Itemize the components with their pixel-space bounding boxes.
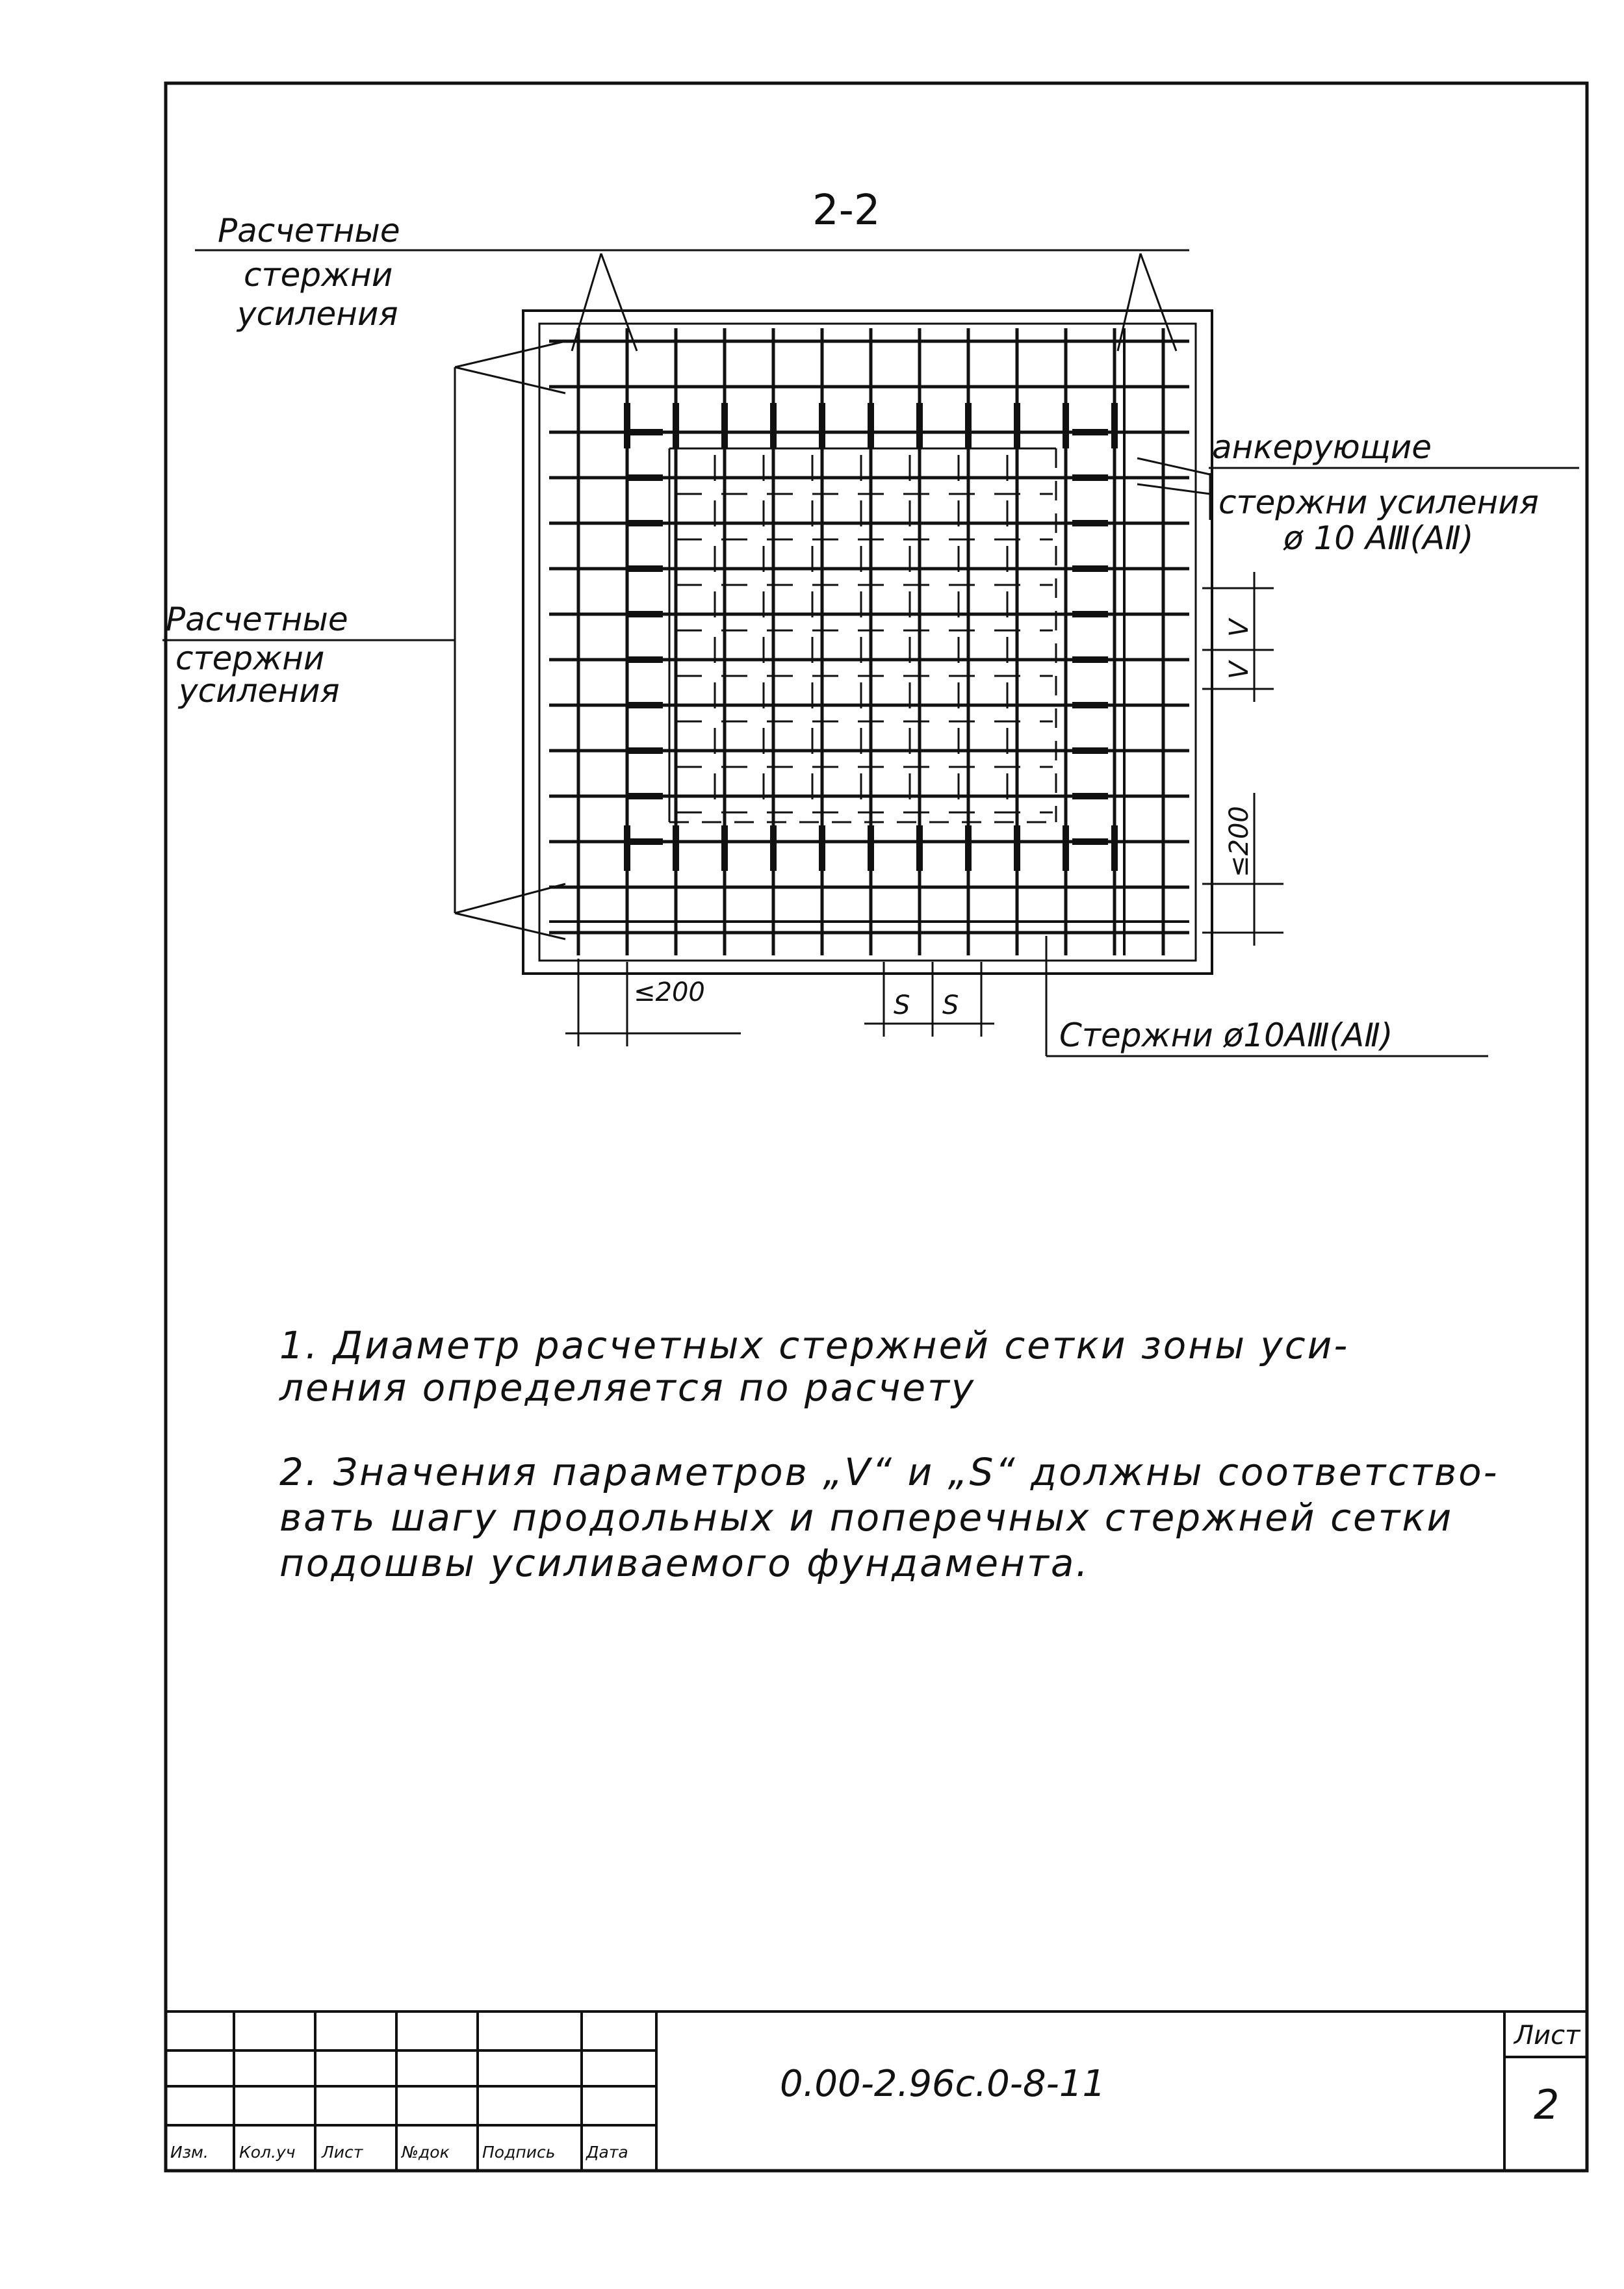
svg-text:стержни усиления: стержни усиления	[1218, 484, 1539, 521]
reinforcement-mesh	[549, 328, 1189, 955]
dim-v2: V	[1224, 661, 1254, 679]
svg-text:Расчетные: Расчетные	[218, 212, 400, 250]
label-calc-bars-left	[166, 601, 348, 710]
dim-max-spacing-right: ≤200	[1224, 806, 1254, 877]
svg-text:стержни: стержни	[244, 256, 393, 294]
label-calc-bars-top	[218, 212, 400, 333]
svg-text:усиления: усиления	[179, 672, 340, 710]
label-anchor-bars	[1212, 428, 1539, 557]
svg-text:ления определяется по расчету: ления определяется по расчету	[279, 1365, 976, 1410]
notes	[279, 1323, 1499, 1585]
sheet-frame	[166, 83, 1587, 2171]
dim-s1: S	[894, 990, 910, 1020]
svg-text:стержни: стержни	[175, 640, 325, 677]
tb-col-kol-uch: Кол.уч	[239, 2143, 296, 2162]
svg-text:2. Значения параметров „V“ и „: 2. Значения параметров „V“ и „S“ должны соответство-	[279, 1450, 1499, 1494]
svg-text:подошвы усиливаемого фундамент: подошвы усиливаемого фундамента.	[279, 1541, 1090, 1585]
dim-v1: V	[1224, 619, 1254, 637]
tb-col-list: Лист	[322, 2143, 363, 2162]
dim-s2: S	[942, 990, 959, 1020]
svg-text:усиления: усиления	[237, 295, 398, 333]
dim-max-spacing-bottom: ≤200	[634, 977, 705, 1007]
existing-mesh-dashed	[669, 448, 1056, 822]
tb-col-izm: Изм.	[170, 2143, 209, 2162]
sheet-label: Лист	[1514, 2021, 1580, 2050]
tb-col-podpis: Подпись	[482, 2143, 556, 2162]
tb-col-ndok: №док	[402, 2143, 450, 2162]
svg-text:анкерующие: анкерующие	[1212, 428, 1432, 466]
svg-text:вать шагу продольных и попереч: вать шагу продольных и поперечных стержней сетки	[279, 1495, 1454, 1540]
svg-text:ø 10 AⅢ(AⅡ): ø 10 AⅢ(AⅡ)	[1283, 519, 1474, 557]
section-title: 2-2	[812, 187, 881, 235]
sheet-number: 2	[1534, 2081, 1560, 2128]
document-code: 0.00-2.96с.0-8-11	[780, 2063, 1106, 2105]
svg-text:1. Диаметр расчетных стержней: 1. Диаметр расчетных стержней сетки зоны уси-	[279, 1323, 1350, 1367]
tb-col-data: Дата	[586, 2143, 628, 2162]
label-bars-bottom: Стержни ø10AⅢ(AⅡ)	[1059, 1016, 1393, 1054]
svg-text:Расчетные: Расчетные	[166, 601, 348, 638]
